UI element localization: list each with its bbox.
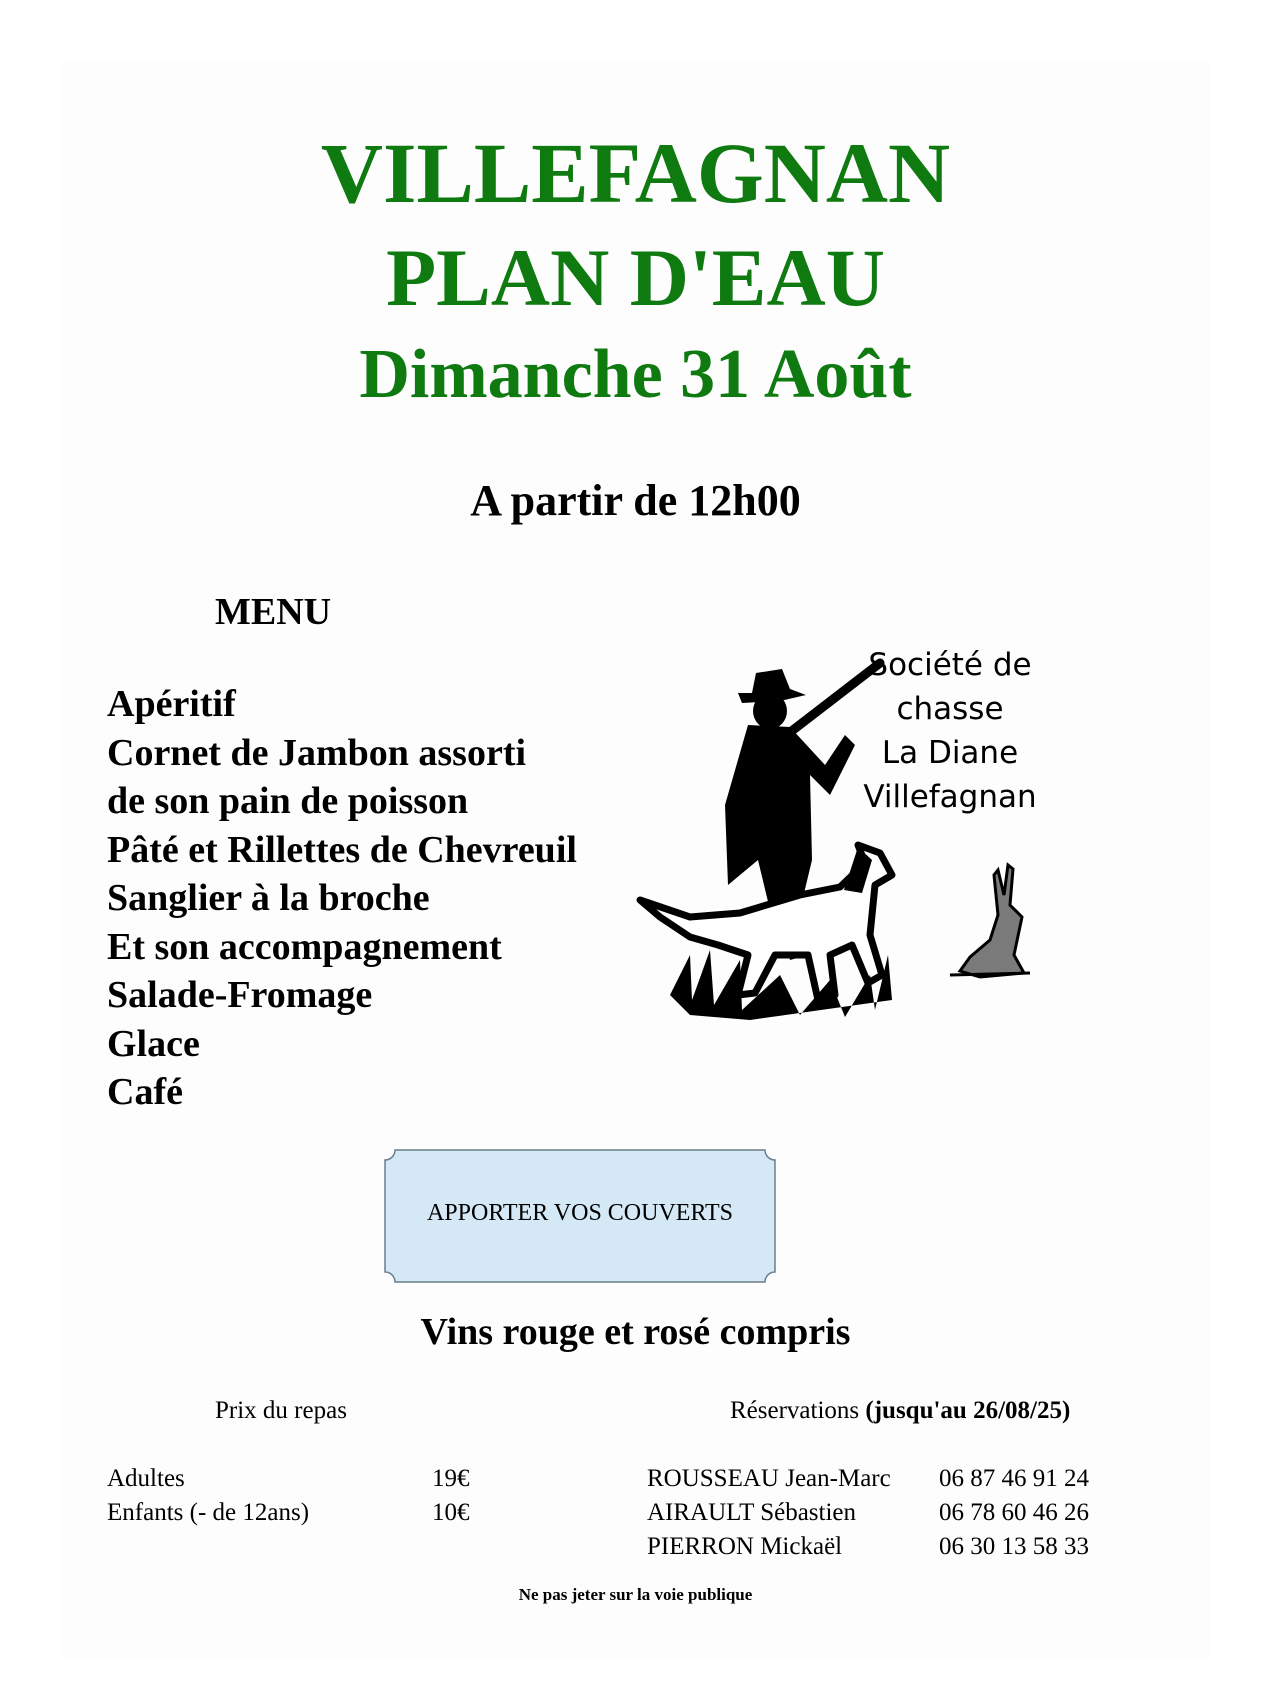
- menu-heading: MENU: [215, 591, 332, 633]
- contact-name: ROUSSEAU Jean-Marc: [647, 1465, 891, 1492]
- reservations-deadline: (jusqu'au 26/08/25): [865, 1397, 1071, 1424]
- title-place: PLAN D'EAU: [386, 232, 885, 323]
- price-heading: Prix du repas: [215, 1397, 347, 1424]
- contact-phone: 06 87 46 91 24: [939, 1465, 1089, 1492]
- society-line: Société de: [868, 647, 1032, 683]
- menu-item: Et son accompagnement: [107, 925, 502, 968]
- menu-list: [107, 680, 577, 1117]
- start-time: A partir de 12h00: [470, 476, 801, 525]
- society-name: [835, 643, 1065, 819]
- menu-item: Cornet de Jambon assorti: [107, 731, 527, 774]
- contact-row: [647, 1530, 1127, 1564]
- hunting-society-logo: [630, 647, 1110, 1095]
- footer-notice: Ne pas jeter sur la voie publique: [518, 1585, 753, 1604]
- menu-item: Apéritif: [107, 683, 236, 725]
- contact-name: AIRAULT Sébastien: [647, 1499, 857, 1526]
- contact-row: [647, 1496, 1127, 1530]
- title-date: Dimanche 31 Août: [359, 336, 912, 413]
- contact-phone: 06 30 13 58 33: [939, 1533, 1089, 1560]
- contact-list: [647, 1462, 1127, 1564]
- price-label: Adultes: [107, 1465, 185, 1492]
- menu-item: Glace: [107, 1022, 200, 1065]
- contact-row: [647, 1462, 1127, 1496]
- price-row: [107, 1462, 527, 1496]
- society-line: La Diane: [881, 735, 1019, 771]
- contact-name: PIERRON Mickaël: [647, 1533, 843, 1560]
- society-line: chasse: [896, 691, 1004, 727]
- contact-phone: 06 78 60 46 26: [939, 1499, 1089, 1526]
- society-line: Villefagnan: [863, 779, 1037, 815]
- menu-item: Sanglier à la broche: [107, 877, 430, 919]
- reservations-label: Réservations: [730, 1397, 860, 1424]
- menu-item: Pâté et Rillettes de Chevreuil: [107, 828, 577, 871]
- menu-item: Salade-Fromage: [107, 974, 373, 1016]
- price-row: [107, 1496, 527, 1530]
- price-label: Enfants (- de 12ans): [107, 1499, 310, 1526]
- price-table: [107, 1462, 527, 1530]
- price-value: 19€: [432, 1465, 470, 1492]
- menu-item: de son pain de poisson: [107, 780, 469, 822]
- wine-included: Vins rouge et rosé compris: [420, 1311, 851, 1353]
- banner-text: APPORTER VOS COUVERTS: [426, 1200, 734, 1226]
- menu-item: Café: [107, 1071, 183, 1113]
- reservations-heading: [730, 1397, 1070, 1425]
- title-town: VILLEFAGNAN: [320, 125, 951, 221]
- price-value: 10€: [432, 1499, 470, 1526]
